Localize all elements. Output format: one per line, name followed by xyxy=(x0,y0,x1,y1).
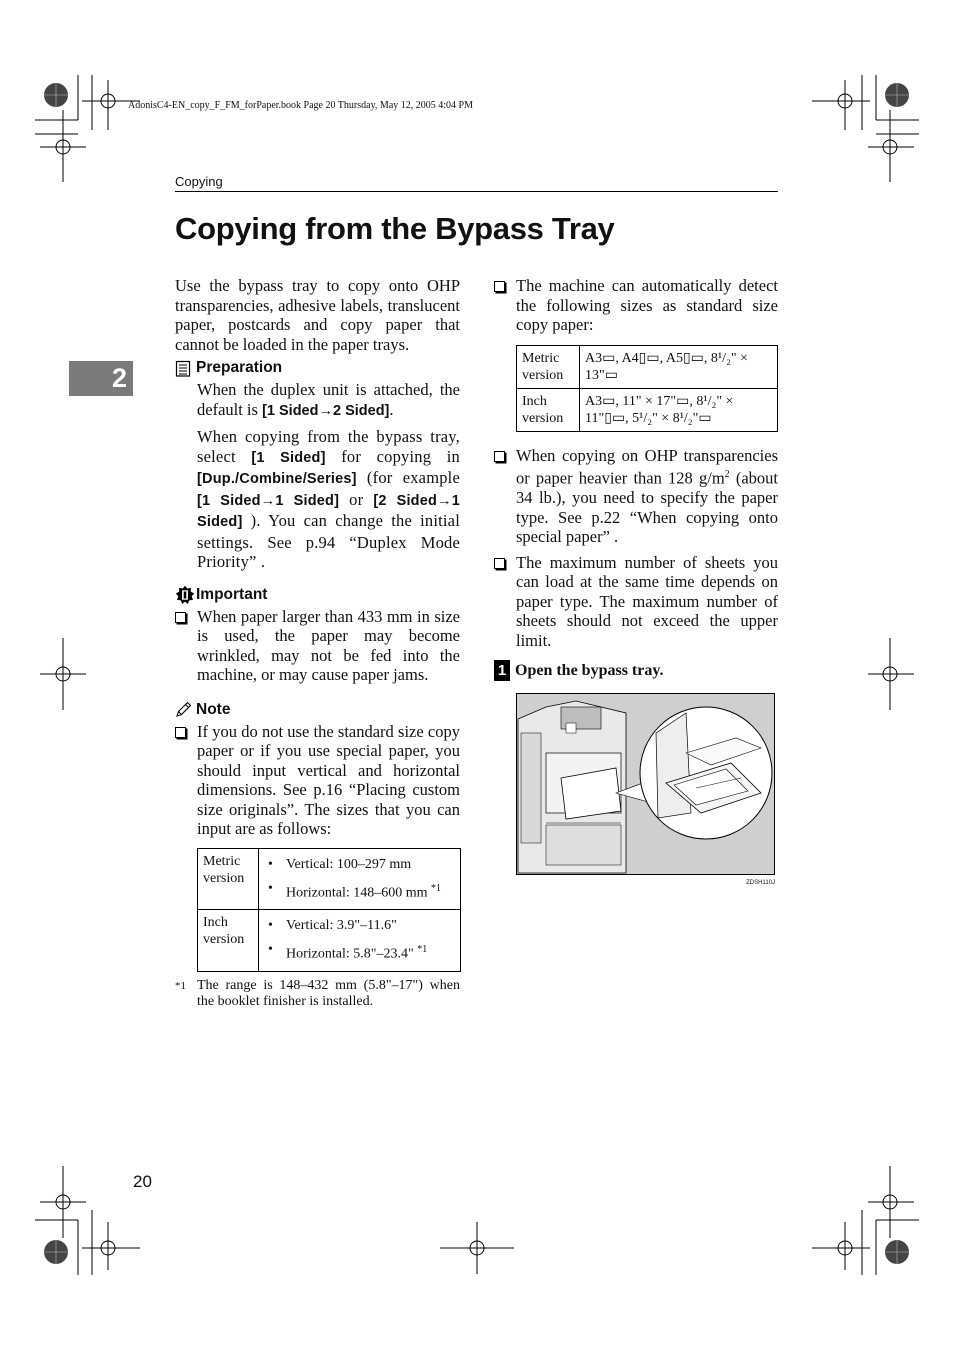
table-row xyxy=(517,388,778,431)
key-1sided: [1 Sided] xyxy=(251,449,326,466)
key-2sided-1sided: [2 Sided→1 Sided] xyxy=(197,492,461,530)
note-label: Note xyxy=(196,700,231,718)
table-row xyxy=(517,345,778,388)
list-item: • Horizontal: 148–600 mm $^{*1}$ xyxy=(264,877,455,906)
footnote xyxy=(175,978,460,1010)
running-head: Copying xyxy=(175,174,223,189)
auto-detect-item: The machine can automatically detect the following sizes as standard size copy paper: xyxy=(494,276,778,335)
table-cell-ranges xyxy=(259,910,461,972)
checkbox-bullet-icon xyxy=(494,446,516,547)
table-cell-sizes: A3▭, A4▯▭, A5▯▭, 8¹/₂" × 13"▭ xyxy=(580,345,778,388)
step-number-badge: 1 xyxy=(494,660,510,681)
footnote-mark: *1 xyxy=(175,979,186,992)
table-row xyxy=(198,910,461,972)
footnote-ref: *1 xyxy=(417,944,428,956)
file-meta-header: AdonisC4-EN_copy_F_FM_forPaper.book Page 20 Thursday, May 12, 2005 4:04 PM xyxy=(128,100,473,111)
max-sheets-item: The maximum number of sheets you can load at the same time depends on paper type. The maximum number of sheets should not exceed the upper limit. xyxy=(494,553,778,651)
table-cell-ranges xyxy=(259,848,461,910)
note-heading xyxy=(175,699,460,721)
checkbox-bullet-icon xyxy=(175,607,197,685)
chapter-tab-number: 2 xyxy=(111,363,127,393)
pencil-icon xyxy=(175,701,192,718)
list-item: • Vertical: 3.9"–11.6" xyxy=(264,914,455,938)
table-cell-sizes: A3▭, 11" × 17"▭, 8¹/₂" × 11"▯▭, 5¹/₂" × 8¹/₂"▭ xyxy=(580,388,778,431)
ohp-item: When copying on OHP transparencies or paper heavier than 128 $g/m^2$ (about 34 lb.), you need to specify the paper type. See p.22 “When copying onto special paper” . xyxy=(494,446,778,547)
preparation-paragraph-2: When copying from the bypass tray, select [1 Sided] for copying in [Dup./Combine/Series] (for example [1 Sided→1 Sided] or [2 Sided→1 Sided] ). You can change the initial settings. See p.94 “Duplex Mode Priority” . xyxy=(197,427,461,571)
table-cell-version: Inch version xyxy=(517,388,580,431)
important-heading xyxy=(175,584,460,606)
key-dup-combine-series: [Dup./Combine/Series] xyxy=(197,471,357,487)
notepad-icon xyxy=(175,360,192,377)
intro-paragraph: Use the bypass tray to copy onto OHP transparencies, adhesive labels, translucent paper, postcards and copy paper that cannot be loaded in the paper trays. xyxy=(175,276,460,354)
checkbox-bullet-icon xyxy=(175,722,197,839)
preparation-heading xyxy=(175,357,460,379)
header-rule xyxy=(175,191,778,192)
step-1 xyxy=(494,660,778,681)
footnote-text: The range is 148–432 mm (5.8"–17") when the booklet finisher is installed. xyxy=(197,977,460,1009)
table-cell-version: Metric version xyxy=(517,345,580,388)
table-row xyxy=(198,848,461,910)
preparation-paragraph-1: When the duplex unit is attached, the default is [1 Sided→2 Sided]. xyxy=(197,380,460,419)
table-cell-version: Metric version xyxy=(198,848,259,910)
key-1sided-2sided: [1 Sided→2 Sided] xyxy=(262,402,390,419)
list-item: • Vertical: 100–297 mm xyxy=(264,853,455,877)
illustration-code: ZDSH110J xyxy=(746,880,775,886)
list-item: • Horizontal: 5.8"–23.4" $^{*1}$ xyxy=(264,938,455,967)
page-number: 20 xyxy=(133,1172,152,1191)
chapter-tab xyxy=(69,361,133,396)
footnote-ref: *1 xyxy=(431,882,442,894)
step-text: Open the bypass tray. xyxy=(515,661,664,679)
right-column xyxy=(494,276,778,886)
page-title: Copying from the Bypass Tray xyxy=(175,211,615,246)
note-item: If you do not use the standard size copy paper or if you use special paper, you should input vertical and horizontal dimensions. See p.16 “Placing custom size originals”. The sizes that you can input are as follows: xyxy=(175,722,460,839)
checkbox-bullet-icon xyxy=(494,276,516,335)
standard-size-table xyxy=(516,345,778,432)
table-cell-version: Inch version xyxy=(198,910,259,972)
left-column xyxy=(175,276,460,1010)
important-label: Important xyxy=(196,585,268,603)
bypass-tray-illustration xyxy=(516,693,775,875)
important-icon xyxy=(175,585,195,605)
important-item: When paper larger than 433 mm in size is used, the paper may become wrinkled, may not be fed into the machine, or may cause paper jams. xyxy=(175,607,460,685)
checkbox-bullet-icon xyxy=(494,553,516,651)
custom-size-table xyxy=(197,848,461,972)
preparation-label: Preparation xyxy=(196,359,283,376)
key-1sided-1sided: [1 Sided→1 Sided] xyxy=(197,492,340,509)
